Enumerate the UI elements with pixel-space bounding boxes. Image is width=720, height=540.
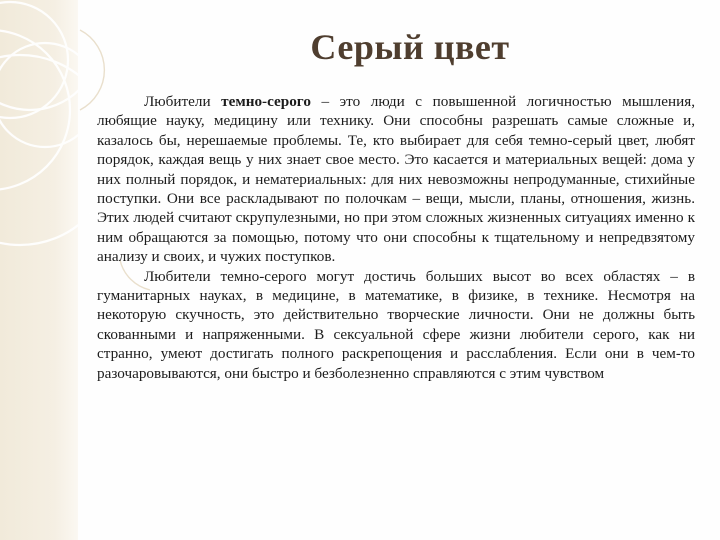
slide-title: Серый цвет: [310, 27, 510, 67]
slide-body: [97, 92, 695, 383]
paragraph-2: Любители темно-серого могут достичь больших высот во всех областях – в гуманитарных науках, в медицине, в математике, в физике, в технике. Несмотря на некоторую скучность, это действительно творческие личности. Они не должны быть скованными и напряженными. В сексуальной сфере жизни любители серого, как ни странно, умеют достигать полного раскрепощения и расслабления. Если они в чем-то разочаровываются, они быстро и безболезненно справляются с этим чувством: [97, 267, 695, 382]
paragraph-1-bold: темно-серого: [221, 93, 311, 110]
paragraph-1: [97, 92, 695, 267]
paragraph-1-rest: – это люди с повышенной логичностью мышления, любящие науку, медицину или технику. Они способны разрешать самые сложные и, казалось бы, нерешаемые проблемы. Те, кто выбирает для себя темно-серый цвет, любят порядок, каждая вещь у них знает свое место. Это касается и материальных вещей: дома у них полный порядок, и нематериальных: для них невозможны непродуманные, стихийные поступки. Они все раскладывают по полочкам – вещи, мысли, планы, отношения, жизнь. Этих людей считают скрупулезными, но при этом сложных жизненных ситуациях именно к ним обращаются за помощью, потому что они способны к тщательному и непредвзятому анализу и своих, и чужих поступков.: [97, 93, 696, 266]
paragraph-1-lead: Любители: [144, 93, 222, 110]
